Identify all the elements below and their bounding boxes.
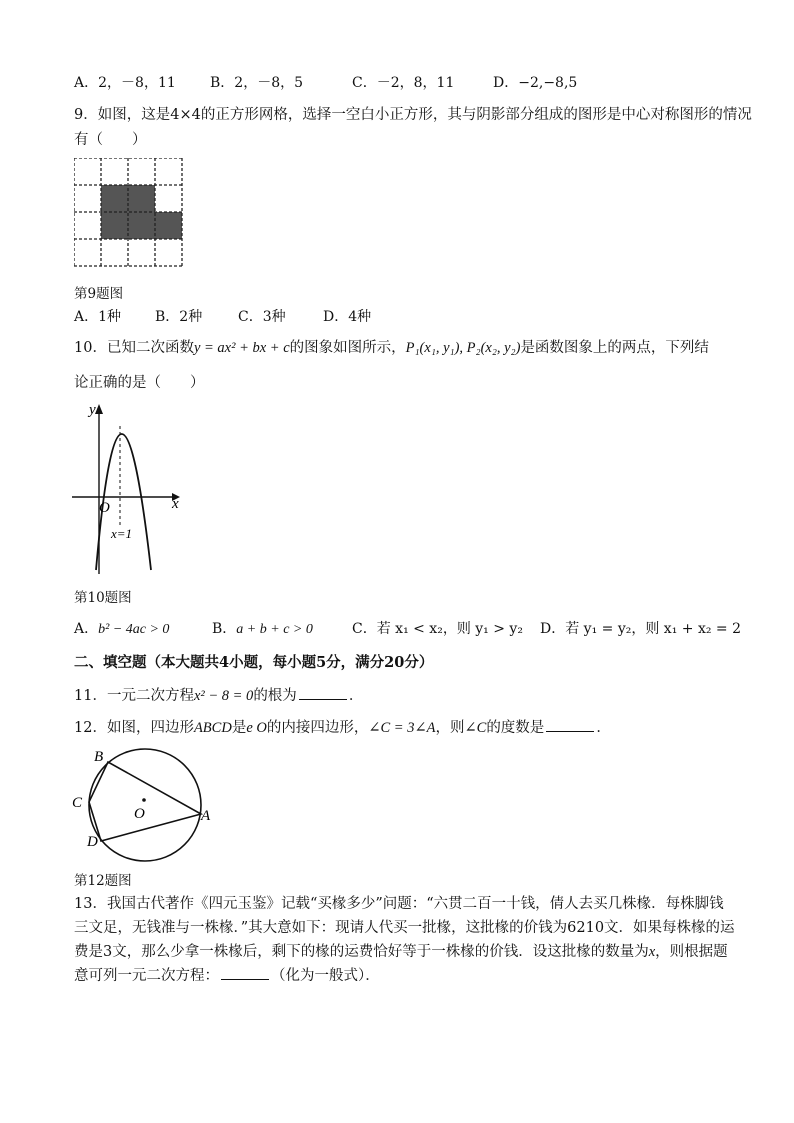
- q10-parabola-graph: [68, 398, 188, 576]
- option-key: A．: [74, 75, 99, 91]
- option-text: 若 y₁ = y₂，则 x₁ + x₂ = 2: [565, 621, 741, 637]
- text: 是: [231, 720, 247, 736]
- option-key: D．: [540, 621, 566, 637]
- answer-blank[interactable]: [546, 719, 594, 732]
- option-key: B．: [155, 309, 180, 325]
- option-text: −2,−8,5: [518, 75, 578, 91]
- q10-option-c: [352, 618, 523, 638]
- q9-option-a: [74, 306, 121, 326]
- shaded-cell: [101, 212, 128, 239]
- q13-line1: 13．我国古代著作《四元玉鉴》记载“买椽多少”问题：“六贯二百一十钱，倩人去买几株椽．每株脚钱: [74, 896, 724, 912]
- text: 的根为: [253, 688, 297, 704]
- angle: ∠C: [464, 720, 487, 736]
- q9-stem-line1: 9．如图，这是4×4的正方形网格，选择一空白小正方形，其与阴影部分组成的图形是中心对称图形的情况: [74, 107, 752, 123]
- shaded-cell: [101, 185, 128, 212]
- q9-option-b: [155, 306, 202, 326]
- option-text: 4种: [348, 309, 372, 325]
- q9-stem-line2: 有（ ）: [74, 132, 147, 148]
- origin-label: O: [99, 500, 110, 516]
- equation: x² − 8 = 0: [193, 688, 254, 704]
- y-axis-arrow: [95, 404, 103, 414]
- q12-circle-figure: [68, 742, 218, 862]
- quad-name: ABCD: [193, 720, 232, 736]
- text: 的度数是: [486, 720, 545, 736]
- q9-option-c: [238, 306, 286, 326]
- option-text: 3种: [262, 309, 286, 325]
- circle-name: e O: [246, 720, 267, 736]
- text: ．: [596, 720, 611, 736]
- y-axis-label: y: [89, 402, 96, 418]
- option-text: 若 x₁ < x₂，则 y₁ > y₂: [376, 621, 523, 637]
- text: 是函数图象上的两点，下列结: [520, 340, 709, 356]
- option-key: C．: [352, 621, 377, 637]
- q11-stem: [74, 684, 363, 708]
- option-text: 2，－8，11: [98, 75, 176, 91]
- shaded-cell: [155, 212, 182, 239]
- q13-line2: 三文足，无钱准与一株椽．”其大意如下：现请人代买一批椽，这批椽的价钱为6210文．如果每株椽的运: [74, 920, 735, 936]
- option-key: C．: [238, 309, 263, 325]
- text: ，则根据题: [655, 944, 728, 960]
- q9-option-d: [323, 306, 371, 326]
- label-a: A: [201, 808, 211, 824]
- option-text: a + b + c > 0: [236, 622, 313, 637]
- option-key: D．: [323, 309, 349, 325]
- q12-stem: [74, 716, 611, 740]
- option-key: B．: [210, 75, 235, 91]
- option-key: B．: [212, 621, 237, 637]
- option-text: 2，－8，5: [234, 75, 304, 91]
- shaded-cell: [128, 212, 155, 239]
- q13-line3: [74, 940, 728, 964]
- q9-caption: 第9题图: [74, 286, 124, 302]
- option-key: A．: [74, 309, 99, 325]
- q10-option-d: [540, 618, 741, 638]
- condition: ∠C = 3∠A: [368, 720, 436, 736]
- q10-caption: 第10题图: [74, 590, 132, 606]
- option-text: b² − 4ac > 0: [98, 622, 170, 637]
- q8-option-c: [352, 72, 454, 92]
- center-point: [142, 798, 146, 802]
- q10-stem-line1: [74, 336, 709, 360]
- label-o: O: [134, 806, 145, 822]
- option-text: 2种: [179, 309, 203, 325]
- option-text: 1种: [98, 309, 122, 325]
- option-key: D．: [493, 75, 519, 91]
- symmetry-label: x=1: [111, 526, 133, 541]
- q13-line4: [74, 964, 380, 988]
- text: 费是3文，那么少拿一株椽后，剩下的椽的运费恰好等于一株椽的价钱．设这批椽的数量为: [74, 944, 649, 960]
- q10-option-a: [74, 618, 169, 638]
- q12-caption: 第12题图: [74, 873, 132, 889]
- text: 的图象如图所示，: [289, 340, 406, 356]
- variable: x: [648, 944, 656, 960]
- x-axis-label: x: [172, 496, 179, 512]
- quadrilateral-abcd: [89, 762, 201, 841]
- q9-grid-figure: [74, 158, 186, 270]
- q10-stem-line2: 论正确的是（ ）: [74, 375, 205, 391]
- shaded-cell: [128, 185, 155, 212]
- label-d: D: [87, 834, 98, 850]
- answer-blank[interactable]: [299, 687, 347, 700]
- text: ，则: [435, 720, 465, 736]
- text: 10．已知二次函数: [74, 340, 194, 356]
- q10-option-b: [212, 618, 313, 638]
- points-expression: P₁(x₁, y₁), P₂(x₂, y₂): [405, 340, 521, 356]
- text: （化为一般式）．: [271, 968, 380, 984]
- text: 的内接四边形，: [266, 720, 369, 736]
- option-key: C．: [352, 75, 377, 91]
- text: 意可列一元二次方程：: [74, 968, 219, 984]
- function-expression: y = ax² + bx + c: [193, 340, 290, 356]
- label-b: B: [94, 749, 104, 765]
- text: 12．如图，四边形: [74, 720, 194, 736]
- q8-option-d: [493, 72, 577, 92]
- option-key: A．: [74, 621, 99, 637]
- text: ．: [348, 688, 364, 704]
- answer-blank[interactable]: [221, 967, 269, 980]
- option-text: －2，8，11: [376, 75, 455, 91]
- text: 11．一元二次方程: [74, 688, 194, 704]
- q8-option-b: [210, 72, 303, 92]
- q8-option-a: [74, 72, 176, 92]
- section-title-fill-in: 二、填空题（本大题共4小题，每小题5分，满分20分）: [74, 654, 434, 671]
- label-c: C: [72, 795, 83, 811]
